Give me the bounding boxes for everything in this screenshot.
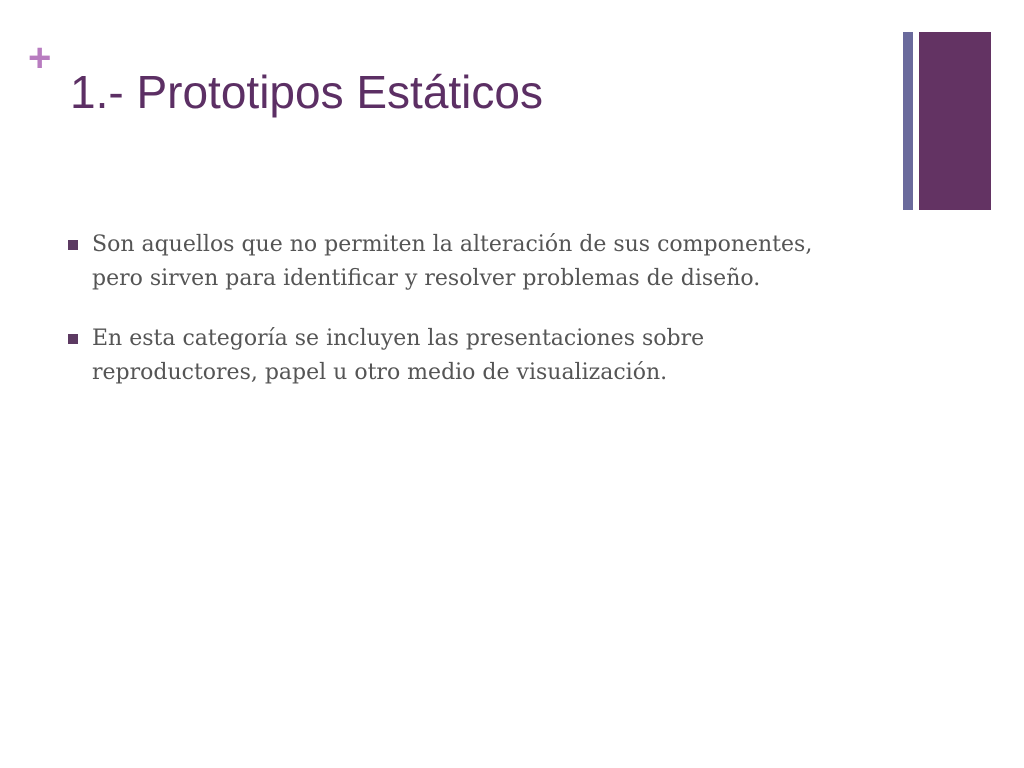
decorative-bar-thick	[919, 32, 991, 210]
bullet-text: Son aquellos que no permiten la alteración de sus componentes, pero sirven para identificar y resolver problemas de diseño.	[92, 232, 813, 291]
square-bullet-icon	[68, 240, 78, 250]
slide-title: 1.- Prototipos Estáticos	[70, 66, 543, 118]
bullet-list	[68, 228, 828, 416]
bullet-item	[68, 322, 828, 390]
square-bullet-icon	[68, 334, 78, 344]
bullet-text: En esta categoría se incluyen las presentaciones sobre reproductores, papel u otro medio de visualización.	[92, 326, 705, 385]
plus-icon: +	[28, 36, 52, 80]
decorative-bar-thin	[903, 32, 913, 210]
bullet-item	[68, 228, 828, 296]
